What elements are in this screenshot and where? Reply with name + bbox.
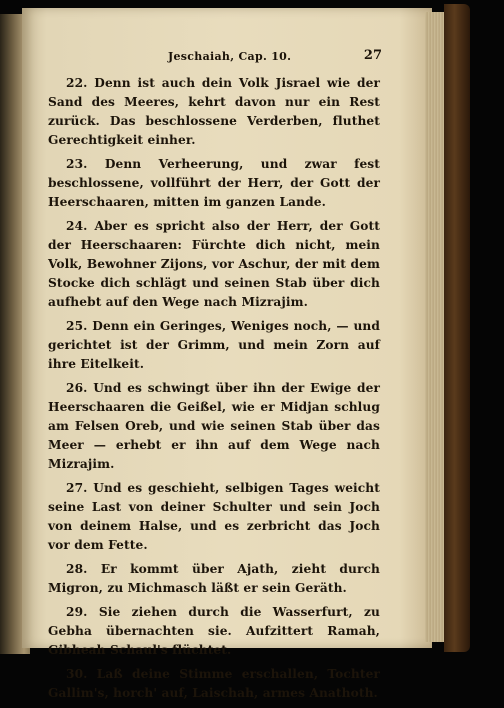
book-cover-edge (444, 4, 470, 652)
verse-25: 25. Denn ein Geringes, Weniges noch, — und gerichtet ist der Grimm, und mein Zorn auf ihre Eitelkeit. (48, 319, 380, 371)
verse-22: 22. Denn ist auch dein Volk Jisrael wie der Sand des Meeres, kehrt davon nur ein Rest zurück. Das beschlossene Verderben, fluthet Gerechtigkeit einher. (48, 76, 380, 147)
verse-24: 24. Aber es spricht also der Herr, der Gott der Heerschaaren: Fürchte dich nicht, mein Volk, Bewohner Zijons, vor Aschur, der mit dem Stocke dich schlägt und seinen Stab über dich aufhebt auf den Wege nach Mizrajim. (48, 219, 380, 309)
running-head: Jeschaiah, Cap. 10. (168, 50, 292, 63)
page-number: 27 (363, 48, 382, 63)
page-body (48, 74, 380, 708)
page-header (48, 48, 382, 68)
verse-26: 26. Und es schwingt über ihn der Ewige der Heerschaaren die Geißel, wie er Midjan schlug am Felsen Oreb, und wie seinen Stab über das Meer — erhebt er ihn auf dem Wege nach Mizrajim. (48, 381, 380, 471)
verse-28: 28. Er kommt über Ajath, zieht durch Migron, zu Michmasch läßt er sein Geräth. (48, 562, 380, 595)
verse-27: 27. Und es geschieht, selbigen Tages weicht seine Last von deiner Schulter und sein Joch von deinem Halse, und es zerbricht das Joch vor dem Fette. (48, 481, 380, 552)
verse-30: 30. Laß deine Stimme erschallen, Tochter Gallim's, horch' auf, Laischah, armes Anathoth. (48, 667, 380, 700)
verse-29: 29. Sie ziehen durch die Wasserfurt, zu Gebha übernachten sie. Aufzittert Ramah, Gibheah Schaul's flüchtet. (48, 605, 380, 657)
verse-23: 23. Denn Verheerung, und zwar fest beschlossene, vollführt der Herr, der Gott der Heerschaaren, mitten im ganzen Lande. (48, 157, 380, 209)
